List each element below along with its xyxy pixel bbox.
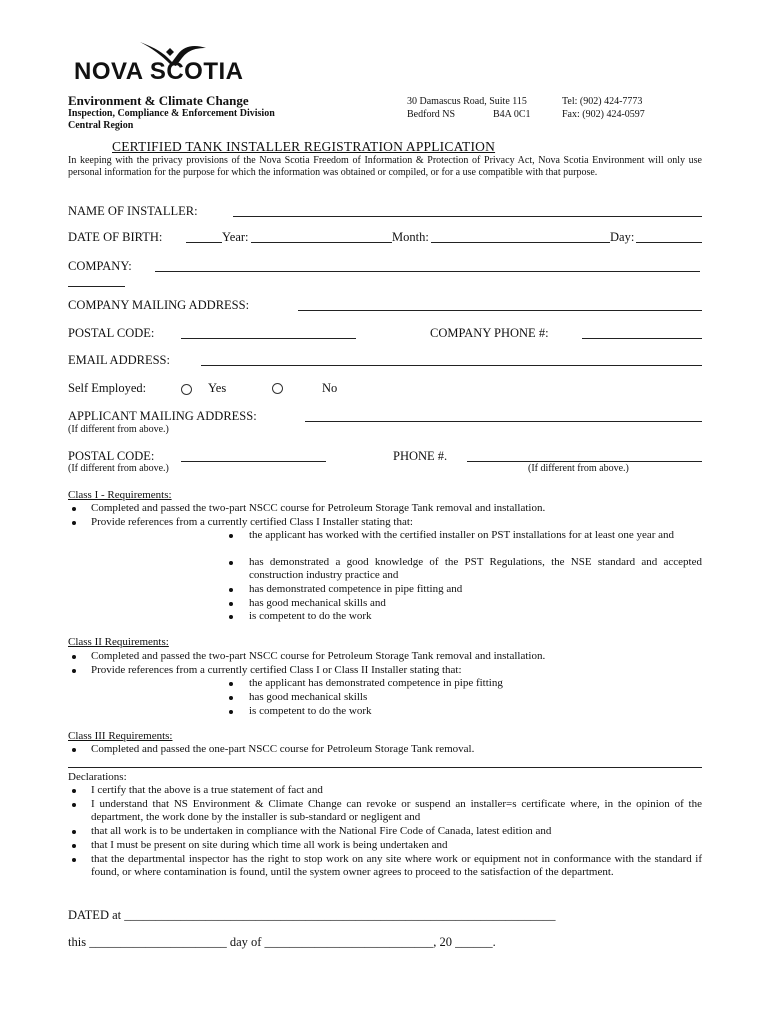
- declaration-item-4: that I must be present on site during which time all work is being undertaken and: [91, 839, 448, 851]
- class2-bullet-1: [72, 655, 76, 659]
- day-of-label: day of: [229, 935, 262, 949]
- company-field[interactable]: [155, 271, 700, 272]
- self-employed-label: Self Employed:: [68, 381, 147, 395]
- declaration-item-5: that the departmental inspector has the right to stop work on any site where work or equipment not in conformance with the standard if found, or where contamination is found, until the system owner agrees to proceed to the satisfaction of the department.: [91, 853, 702, 878]
- this-label: this: [68, 935, 87, 949]
- company-mailing-label: COMPANY MAILING ADDRESS:: [68, 298, 250, 312]
- if-different-note-2: (If different from above.): [68, 463, 169, 474]
- department-name: Environment & Climate Change: [68, 93, 249, 108]
- class1-sub-bullet-3: [229, 588, 233, 592]
- form-title: CERTIFIED TANK INSTALLER REGISTRATION APPLICATION: [112, 139, 496, 154]
- class1-subitem-5: is competent to do the work: [249, 610, 372, 622]
- region-name: Central Region: [68, 120, 134, 131]
- declaration-bullet-3: [72, 830, 76, 834]
- class1-subitem-4: has good mechanical skills and: [249, 597, 386, 609]
- class3-bullet-1: [72, 748, 76, 752]
- company-field-continuation[interactable]: [68, 286, 125, 287]
- declaration-bullet-2: [72, 803, 76, 807]
- logo-wordmark: NOVA SCOTIA: [74, 58, 244, 85]
- privacy-notice: In keeping with the privacy provisions of the Nova Scotia Freedom of Information & Protection of Privacy Act, Nova Scotia Environment will only use personal information for the purpose for which the information was obtained or compiled, or for a use compatible with that purpose.: [68, 155, 702, 178]
- class2-subitem-1: the applicant has demonstrated competence in pipe fitting: [249, 677, 503, 689]
- class1-heading: Class I - Requirements:: [68, 489, 172, 501]
- postal-code-field[interactable]: [181, 338, 356, 339]
- class1-sub-bullet-1: [229, 534, 233, 538]
- yes-label: Yes: [208, 381, 227, 395]
- address-line: 30 Damascus Road, Suite 115: [407, 96, 527, 107]
- address-postal: B4A 0C1: [493, 109, 531, 120]
- applicant-mailing-label: APPLICANT MAILING ADDRESS:: [68, 409, 257, 423]
- class2-subitem-2: has good mechanical skills: [249, 691, 368, 703]
- dated-at-field[interactable]: _____________________________________________________________________: [124, 908, 556, 922]
- postal-code-2-field[interactable]: [181, 461, 326, 462]
- nova-scotia-logo: [70, 38, 275, 84]
- class1-bullet-1: [72, 507, 76, 511]
- phone-field[interactable]: [467, 461, 702, 462]
- name-label: NAME OF INSTALLER:: [68, 204, 198, 218]
- company-phone-label: COMPANY PHONE #:: [430, 326, 549, 340]
- dob-label: DATE OF BIRTH:: [68, 230, 163, 244]
- no-label: No: [322, 381, 338, 395]
- class1-bullet-2: [72, 521, 76, 525]
- year-prefix: , 20: [433, 935, 453, 949]
- postal-code-label: POSTAL CODE:: [68, 326, 155, 340]
- class1-subitem-2: has demonstrated a good knowledge of the PST Regulations, the NSE standard and accepted construction industry practice and: [249, 556, 702, 581]
- class3-item-1: Completed and passed the one-part NSCC course for Petroleum Storage Tank removal.: [91, 743, 475, 755]
- year-label: Year:: [222, 230, 249, 244]
- company-label: COMPANY:: [68, 259, 132, 273]
- class1-sub-bullet-4: [229, 602, 233, 606]
- email-label: EMAIL ADDRESS:: [68, 353, 170, 367]
- if-different-note-1: (If different from above.): [68, 424, 169, 435]
- declaration-bullet-1: [72, 789, 76, 793]
- address-city: Bedford NS: [407, 109, 456, 120]
- phone-label: PHONE #.: [393, 449, 448, 463]
- declaration-item-3: that all work is to be undertaken in compliance with the National Fire Code of Canada, latest edition and: [91, 825, 552, 837]
- division-name: Inspection, Compliance & Enforcement Division: [68, 108, 275, 119]
- company-mailing-field[interactable]: [298, 310, 702, 311]
- class1-item-2: Provide references from a currently certified Class I Installer stating that:: [91, 516, 413, 528]
- section-divider: [68, 767, 702, 768]
- class1-item-1: Completed and passed the two-part NSCC course for Petroleum Storage Tank removal and installation.: [91, 502, 546, 514]
- dated-at-row: [68, 908, 556, 922]
- company-phone-field[interactable]: [582, 338, 702, 339]
- day-number-field[interactable]: ______________________: [89, 935, 227, 949]
- class2-sub-bullet-1: [229, 682, 233, 686]
- fax-number: Fax: (902) 424-0597: [562, 109, 645, 120]
- class2-item-2: Provide references from a currently certified Class I or Class II Installer stating that:: [91, 664, 462, 676]
- self-employed-yes-radio[interactable]: [181, 384, 192, 395]
- class1-sub-bullet-5: [229, 615, 233, 619]
- class3-heading: Class III Requirements:: [68, 730, 173, 742]
- declaration-item-2: I understand that NS Environment & Climate Change can revoke or suspend an installer=s certificate where, in the opinion of the department, the work done by the installer is sub-standard or negligent and: [91, 798, 702, 823]
- email-field[interactable]: [201, 365, 702, 366]
- class2-item-1: Completed and passed the two-part NSCC course for Petroleum Storage Tank removal and installation.: [91, 650, 546, 662]
- declaration-bullet-5: [72, 858, 76, 862]
- class1-subitem-3: has demonstrated competence in pipe fitting and: [249, 583, 463, 595]
- class2-bullet-2: [72, 669, 76, 673]
- declaration-item-1: I certify that the above is a true statement of fact and: [91, 784, 323, 796]
- class2-subitem-3: is competent to do the work: [249, 705, 372, 717]
- class2-sub-bullet-2: [229, 696, 233, 700]
- applicant-mailing-field[interactable]: [305, 421, 702, 422]
- month-field[interactable]: ___________________________: [264, 935, 434, 949]
- month-label: Month:: [392, 230, 429, 244]
- if-different-note-3: (If different from above.): [528, 463, 629, 474]
- date-row: [68, 935, 496, 949]
- dated-at-label: DATED at: [68, 908, 122, 922]
- declarations-heading: Declarations:: [68, 771, 127, 783]
- class1-sub-bullet-2: [229, 561, 233, 565]
- declaration-bullet-4: [72, 844, 76, 848]
- day-label: Day:: [610, 230, 635, 244]
- class1-subitem-1: the applicant has worked with the certified installer on PST installations for at least one year and: [249, 529, 675, 541]
- self-employed-no-radio[interactable]: [272, 383, 283, 394]
- name-field[interactable]: [233, 216, 702, 217]
- tel-number: Tel: (902) 424-7773: [562, 96, 643, 107]
- postal-code-2-label: POSTAL CODE:: [68, 449, 155, 463]
- year-field[interactable]: ______.: [455, 935, 496, 949]
- class2-heading: Class II Requirements:: [68, 636, 169, 648]
- class2-sub-bullet-3: [229, 710, 233, 714]
